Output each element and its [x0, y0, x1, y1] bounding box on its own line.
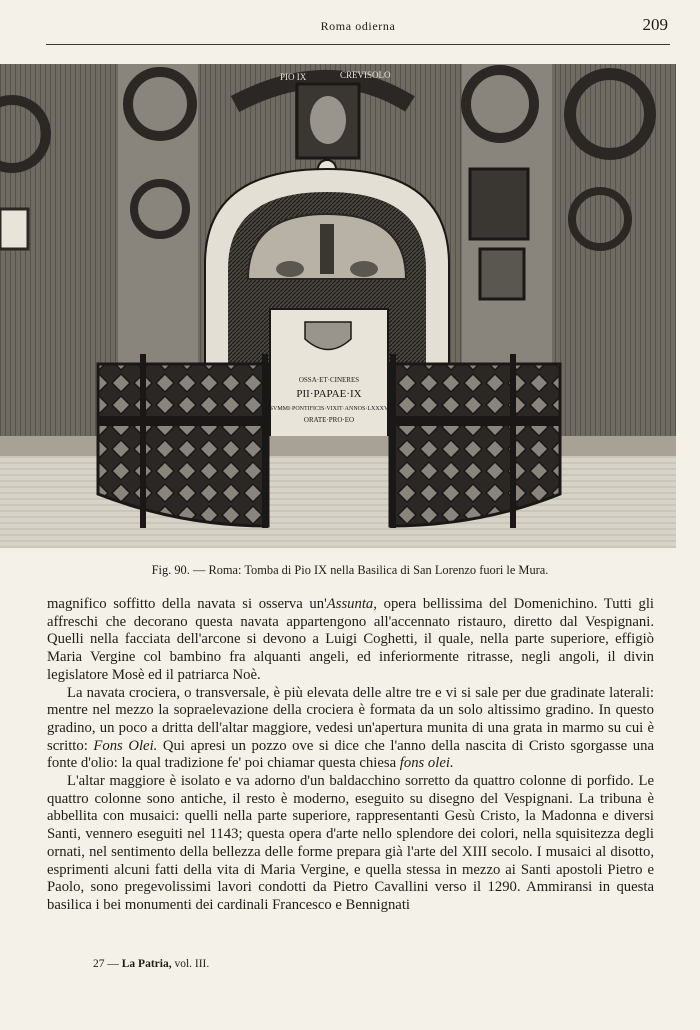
publication-name: La Patria,	[121, 958, 172, 970]
plaque-line-4: ORATE·PRO·EO	[303, 416, 355, 424]
railing-left-band	[98, 416, 268, 426]
railing-post	[262, 354, 268, 528]
mosaic-sheep-left	[276, 261, 304, 277]
paragraph-1: magnifico soffitto della navata si osserva un'Assunta, opera bellissima del Domenichino. Tutti gli affreschi che decorano questa navata appartengono all'accennato ristauro, diretto dal Vespignani. Quelli nella facciata dell'arcone si devono a Luigi Coghetti, il quale, nella parte superiore, effigiò Maria Vergine col bambino fra alquanti angeli, ed inferiormente ritrasse, negli angoli, il divin legislatore Mosè ed il patriarca Noè.	[47, 596, 654, 683]
railing-left	[98, 364, 268, 526]
railing-right	[390, 364, 560, 526]
paragraph-2: La navata crociera, o transversale, è più elevata delle altre tre e vi si sale per due gradinate laterali: mentre nel mezzo la sopraelevazione della crociera è formata da un solo altissimo gradino. In questo gradino, un poco a dritta dell'altar maggiore, vedesi un'apertura munita di una grata in marmo su cui è scritto: Fons Olei. Qui apresi un pozzo ove si dice che l'anno della nascita di Cristo sgorgasse una fonte d'olio: la qual tradizione fe' poi chiamar questa chiesa fons olei.	[47, 684, 654, 772]
page-number: 209	[642, 15, 668, 34]
mosaic-sheep-right	[350, 261, 378, 277]
frame-right-low	[480, 249, 524, 299]
frame-right	[470, 169, 528, 239]
mosaic-shepherd-figure	[320, 224, 334, 274]
railing-right-band	[390, 416, 560, 426]
paragraph-3: L'altar maggiore è isolato e va adorno d'un baldacchino sorretto da quattro colonne di porfido. Le quattro colonne sono antiche, il resto è moderno, eseguito su disegno del Vespignani. La tribuna è abbellita con musaici: quelli nella parte superiore, rappresentanti Gesù Cristo, la Madonna e diversi Santi, vennero eseguiti nel 1143; questa opera d'arte nello splendore dei colori, nella squisitezza degli ornati, nel sentimento della bellezza delle forme prepara già l'arte del XIII secolo. I musaici al disotto, esprimenti alcuni fatti della vita di Maria Vergine, e quella stessa in mezzo ai Santi apostoli Pietro e Paolo, sono pregevolissimi lavori condotti da Pietro Cavallini verso il 1290. Ammiransi in questa basilica i bei monumenti dei cardinali Francesco e Bennignati	[47, 773, 654, 913]
plaque-line-2: PII·PAPAE·IX	[296, 388, 362, 400]
body-text	[47, 596, 654, 915]
plaque-line-1: OSSA·ET·CINERES	[298, 376, 360, 384]
tomb-engraving	[0, 64, 676, 548]
arch-inscription-left: PIO IX	[280, 72, 307, 82]
plaque-line-3: SVMMI·PONTIFICIS·VIXIT·ANNOS·LXXXV	[269, 406, 389, 412]
page-header	[46, 10, 670, 45]
portrait-face	[310, 96, 346, 144]
railing-post	[390, 354, 396, 528]
figure-caption: Fig. 90. — Roma: Tomba di Pio IX nella Basilica di San Lorenzo fuori le Mura.	[151, 563, 549, 577]
footer-signature: 27 — La Patria, vol. III.	[93, 958, 210, 970]
italic-title: Assunta	[326, 596, 374, 612]
arch-inscription-right: CREVISOLO	[340, 70, 391, 80]
engraving-figure	[0, 64, 676, 548]
frame-left	[0, 209, 28, 249]
running-title: Roma odierna	[320, 19, 396, 33]
italic-name: fons olei.	[399, 755, 454, 772]
italic-inscription: Fons Olei.	[93, 737, 158, 754]
railing-post	[140, 354, 146, 528]
railing-post	[510, 354, 516, 528]
